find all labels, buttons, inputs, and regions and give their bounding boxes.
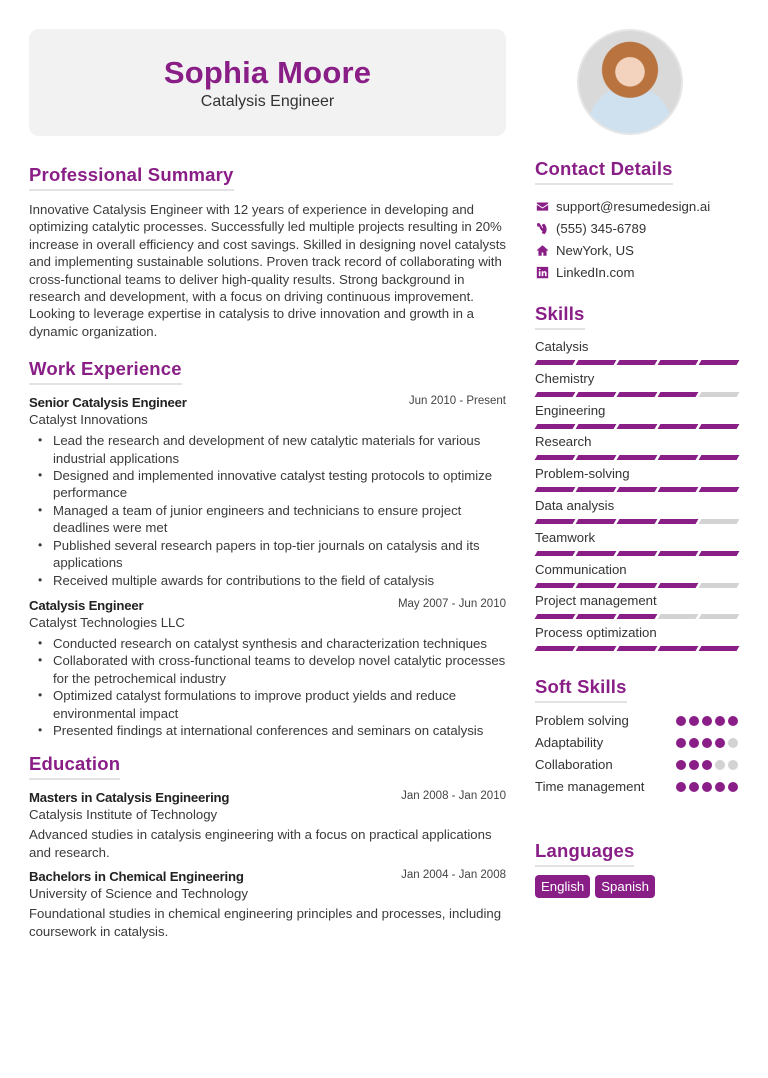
contact-text: NewYork, US — [556, 242, 634, 258]
main-column — [29, 164, 506, 958]
linkedin-icon — [535, 265, 549, 279]
level-segment-filled — [576, 519, 617, 524]
skill-name: Teamwork — [535, 529, 596, 545]
skill-level-bar — [535, 360, 739, 365]
rating-dot-empty — [728, 760, 738, 770]
skill-name: Data analysis — [535, 497, 615, 513]
job-title: Senior Catalysis Engineer — [29, 395, 187, 411]
skills-section — [535, 303, 739, 656]
experience-section — [29, 358, 506, 739]
bullet-item: • Optimized catalyst formulations to improve product yields and reduce environmental impact — [53, 687, 506, 722]
level-segment-filled — [535, 487, 576, 492]
level-segment-filled — [535, 392, 576, 397]
level-segment-empty — [699, 583, 740, 588]
education-description: Advanced studies in catalysis engineering with a focus on practical applications and research. — [29, 827, 492, 860]
home-icon — [535, 243, 549, 257]
level-segment-filled — [617, 455, 658, 460]
skills-list — [535, 338, 739, 656]
level-segment-filled — [658, 424, 699, 429]
soft-skill-rating — [676, 760, 738, 770]
rating-dot-filled — [689, 716, 699, 726]
skill-name: Engineering — [535, 402, 606, 418]
rating-dot-filled — [689, 760, 699, 770]
skill-item — [535, 561, 739, 593]
bullet-item: • Managed a team of junior engineers and technicians to ensure project deadlines were met — [53, 502, 506, 537]
contact-text: LinkedIn.com — [556, 264, 635, 280]
skill-item — [535, 370, 739, 402]
level-segment-filled — [617, 392, 658, 397]
job-company: Catalyst Technologies LLC — [29, 614, 185, 630]
candidate-name: Sophia Moore — [163, 54, 372, 90]
rating-dot-filled — [702, 760, 712, 770]
soft-skill-name: Collaboration — [535, 757, 613, 773]
level-segment-filled — [535, 614, 576, 619]
education-description: Foundational studies in chemical engineering principles and processes, including coursework in catalysis. — [29, 906, 502, 939]
soft-skill-item — [535, 754, 738, 776]
skill-name: Catalysis — [535, 339, 589, 354]
skill-item — [535, 592, 739, 624]
bullet-item: • Lead the research and development of new catalytic materials for various industrial applications — [53, 432, 506, 467]
level-segment-filled — [699, 646, 740, 651]
phone-icon — [535, 221, 549, 235]
envelope-icon — [535, 199, 549, 213]
education-entry — [29, 790, 506, 861]
level-segment-empty — [699, 519, 740, 524]
skill-item — [535, 465, 739, 497]
job-bullets — [29, 635, 506, 739]
job-entry — [29, 598, 506, 739]
rating-dot-filled — [676, 782, 686, 792]
bullet-item: • Conducted research on catalyst synthesis and characterization techniques — [53, 635, 506, 652]
rating-dot-filled — [676, 716, 686, 726]
rating-dot-filled — [702, 738, 712, 748]
level-segment-filled — [617, 551, 658, 556]
skill-level-bar — [535, 487, 739, 492]
rating-dot-empty — [728, 738, 738, 748]
level-segment-filled — [617, 646, 658, 651]
level-segment-filled — [699, 551, 740, 556]
soft-skill-name: Adaptability — [535, 735, 604, 751]
level-segment-filled — [576, 392, 617, 397]
rating-dot-filled — [728, 782, 738, 792]
skill-name: Project management — [535, 593, 657, 609]
bullet-item: • Presented findings at international conferences and seminars on catalysis — [53, 722, 506, 739]
skill-level-bar — [535, 392, 739, 397]
contact-linkedin[interactable] — [535, 261, 739, 283]
contact-location — [535, 239, 739, 261]
level-segment-filled — [576, 424, 617, 429]
level-segment-filled — [658, 487, 699, 492]
level-segment-filled — [617, 519, 658, 524]
job-entry — [29, 395, 506, 589]
skill-name: Problem-solving — [535, 466, 630, 482]
skill-item — [535, 402, 739, 434]
rating-dot-filled — [702, 716, 712, 726]
level-segment-filled — [699, 487, 740, 492]
profile-photo — [577, 29, 683, 135]
school: University of Science and Technology — [29, 886, 248, 902]
rating-dot-filled — [689, 738, 699, 748]
soft-skills-section — [535, 676, 739, 798]
level-segment-filled — [658, 646, 699, 651]
sidebar-column — [535, 158, 739, 916]
level-segment-filled — [535, 646, 576, 651]
level-segment-filled — [617, 360, 658, 365]
bullet-item: • Received multiple awards for contributions to the field of catalysis — [53, 572, 506, 589]
summary-section — [29, 164, 506, 340]
level-segment-filled — [535, 360, 576, 365]
job-title: Catalysis Engineer — [29, 597, 144, 613]
level-segment-filled — [576, 487, 617, 492]
soft-skill-item — [535, 710, 738, 732]
level-segment-filled — [658, 519, 699, 524]
level-segment-filled — [658, 360, 699, 365]
skill-item — [535, 433, 739, 465]
level-segment-filled — [658, 455, 699, 460]
rating-dot-filled — [676, 738, 686, 748]
job-bullets — [29, 432, 506, 589]
skill-name: Process optimization — [535, 625, 657, 641]
section-heading: Professional Summary — [29, 164, 234, 191]
skill-level-bar — [535, 455, 739, 460]
skill-item — [535, 338, 739, 370]
level-segment-filled — [576, 646, 617, 651]
rating-dot-empty — [715, 760, 725, 770]
rating-dot-filled — [715, 738, 725, 748]
level-segment-filled — [617, 424, 658, 429]
level-segment-filled — [535, 519, 576, 524]
level-segment-filled — [576, 614, 617, 619]
skill-level-bar — [535, 551, 739, 556]
skill-name: Communication — [535, 561, 627, 577]
soft-skill-item — [535, 732, 738, 754]
education-section — [29, 753, 506, 940]
level-segment-filled — [699, 424, 740, 429]
language-tag: English — [535, 875, 590, 898]
level-segment-filled — [658, 392, 699, 397]
section-heading: Education — [29, 753, 120, 780]
degree: Masters in Catalysis Engineering — [29, 790, 230, 806]
languages-section — [535, 840, 739, 898]
skill-item — [535, 497, 739, 529]
level-segment-filled — [699, 455, 740, 460]
school: Catalysis Institute of Technology — [29, 807, 218, 823]
section-heading: Skills — [535, 303, 585, 330]
skill-level-bar — [535, 614, 739, 619]
soft-skill-item — [535, 776, 738, 798]
level-segment-filled — [576, 360, 617, 365]
level-segment-empty — [699, 614, 740, 619]
section-heading: Soft Skills — [535, 676, 627, 703]
degree: Bachelors in Chemical Engineering — [29, 869, 244, 885]
soft-skill-name: Time management — [535, 779, 645, 795]
contact-phone[interactable] — [535, 217, 739, 239]
section-heading: Contact Details — [535, 158, 673, 185]
level-segment-filled — [576, 551, 617, 556]
education-entry — [29, 869, 506, 940]
level-segment-filled — [658, 551, 699, 556]
education-date: Jan 2008 - Jan 2010 — [401, 790, 506, 803]
level-segment-filled — [535, 583, 576, 588]
skill-name: Research — [535, 434, 592, 450]
job-company: Catalyst Innovations — [29, 412, 148, 428]
rating-dot-filled — [728, 716, 738, 726]
level-segment-filled — [617, 583, 658, 588]
languages-list — [535, 875, 739, 898]
contact-email[interactable] — [535, 195, 739, 217]
skill-level-bar — [535, 424, 739, 429]
section-heading: Work Experience — [29, 358, 182, 385]
job-date: May 2007 - Jun 2010 — [397, 597, 506, 610]
header-card — [29, 29, 506, 136]
bullet-item: • Published several research papers in top-tier journals on catalysis and its applications — [53, 537, 506, 572]
language-tag: Spanish — [595, 875, 655, 898]
level-segment-filled — [617, 614, 658, 619]
job-date: Jun 2010 - Present — [408, 395, 506, 408]
skill-level-bar — [535, 646, 739, 651]
skill-item — [535, 529, 739, 561]
skill-name: Chemistry — [535, 370, 595, 386]
soft-skill-rating — [676, 716, 738, 726]
level-segment-filled — [617, 487, 658, 492]
contact-text: (555) 345-6789 — [556, 220, 647, 236]
level-segment-filled — [535, 551, 576, 556]
level-segment-filled — [535, 424, 576, 429]
rating-dot-filled — [689, 782, 699, 792]
level-segment-empty — [699, 392, 740, 397]
soft-skill-name: Problem solving — [535, 713, 629, 729]
rating-dot-filled — [715, 782, 725, 792]
level-segment-filled — [576, 583, 617, 588]
rating-dot-filled — [676, 760, 686, 770]
contact-section — [535, 158, 739, 283]
contact-text: support@resumedesign.ai — [556, 198, 711, 214]
level-segment-filled — [535, 455, 576, 460]
soft-skills-list — [535, 710, 739, 798]
skill-level-bar — [535, 519, 739, 524]
level-segment-empty — [658, 614, 699, 619]
rating-dot-filled — [702, 782, 712, 792]
soft-skill-rating — [676, 738, 738, 748]
skill-item — [535, 624, 739, 656]
rating-dot-filled — [715, 716, 725, 726]
skill-level-bar — [535, 583, 739, 588]
bullet-item: • Designed and implemented innovative catalyst testing protocols to optimize performance — [53, 467, 506, 502]
soft-skill-rating — [676, 782, 738, 792]
summary-text: Innovative Catalysis Engineer with 12 years of experience in developing and optimizing catalytic processes. Successfully led multiple projects resulting in 20% increase in overall efficiency and cost savings. Skilled in designing novel catalysts and implementing sustainable solutions. Proven track record of collaborating with cross-functional teams to deliver high-quality results. Strong background in research and development, with a focus on driving continuous improvement. Looking to leverage expertise in catalysis to drive innovation and growth in a dynamic organization. — [29, 202, 506, 339]
level-segment-filled — [658, 583, 699, 588]
level-segment-filled — [699, 360, 740, 365]
bullet-item: • Collaborated with cross-functional teams to develop novel catalytic processes for the petrochemical industry — [53, 652, 506, 687]
section-heading: Languages — [535, 840, 634, 867]
level-segment-filled — [576, 455, 617, 460]
education-date: Jan 2004 - Jan 2008 — [401, 869, 506, 882]
candidate-title: Catalysis Engineer — [200, 92, 335, 110]
